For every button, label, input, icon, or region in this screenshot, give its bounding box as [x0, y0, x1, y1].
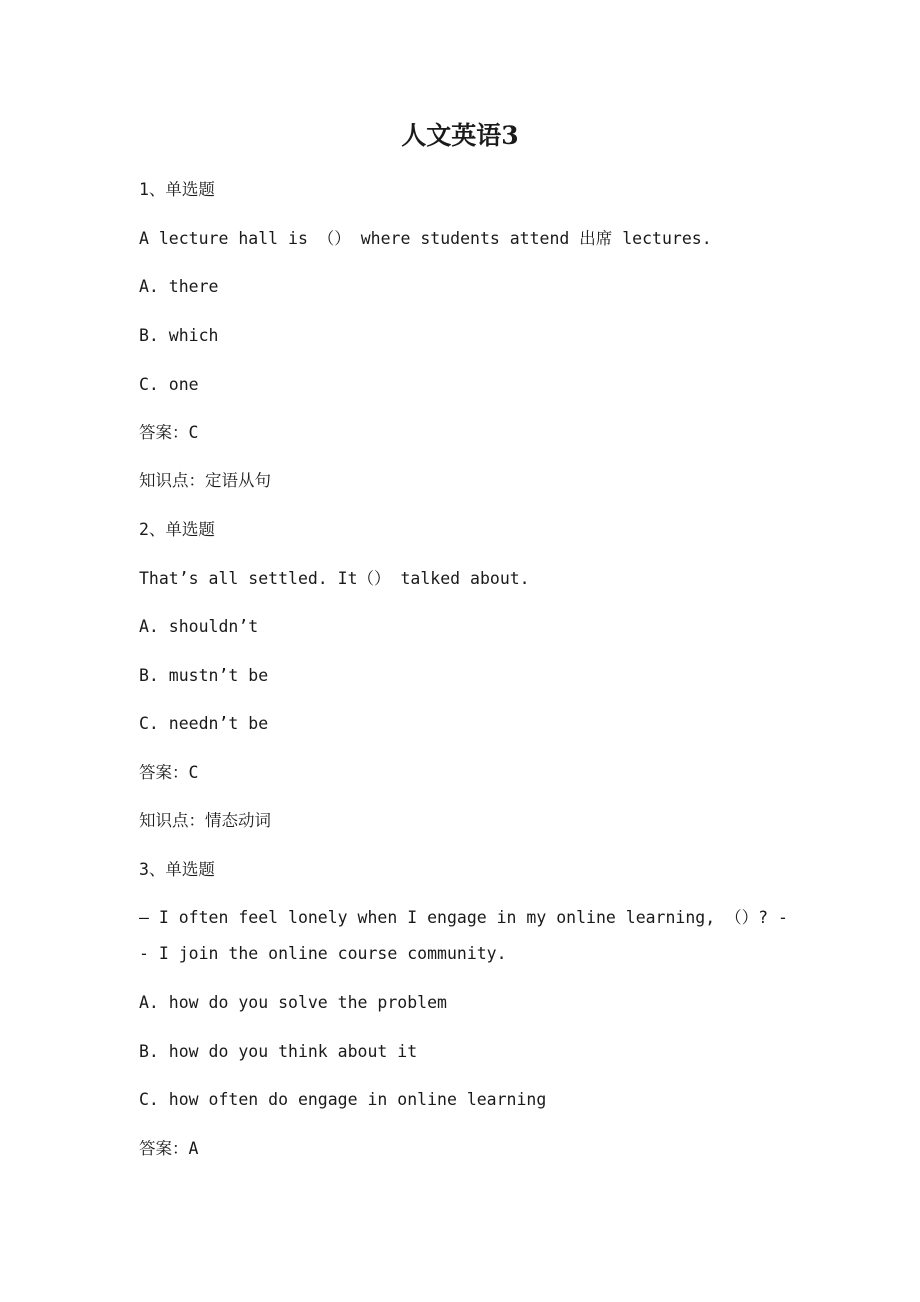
q2-header: 2、单选题	[139, 520, 215, 539]
q3-option-c: C. how often do engage in online learning	[139, 1090, 547, 1109]
q3-answer: 答案：A	[139, 1139, 199, 1158]
q2-knowledge-point: 知识点：情态动词	[139, 811, 271, 830]
q1-knowledge-point: 知识点：定语从句	[139, 471, 271, 490]
q1-stem: A lecture hall is （） where students attend 出席 lectures.	[139, 229, 712, 248]
q2-option-a: A. shouldn’t	[139, 617, 259, 636]
q2-answer: 答案：C	[139, 763, 199, 782]
q3-option-b: B. how do you think about it	[139, 1042, 418, 1061]
q2-option-b: B. mustn’t be	[139, 666, 269, 685]
q1-answer: 答案：C	[139, 423, 199, 442]
q1-header: 1、单选题	[139, 180, 215, 199]
document-title: 人文英语3	[401, 121, 519, 150]
q2-option-c: C. needn’t be	[139, 714, 269, 733]
q3-stem: – I often feel lonely when I engage in my online learning, （）? -- I join the online course community.	[139, 908, 788, 963]
q1-option-c: C. one	[139, 375, 199, 394]
q1-option-a: A. there	[139, 277, 219, 296]
q3-option-a: A. how do you solve the problem	[139, 993, 447, 1012]
q1-option-b: B. which	[139, 326, 219, 345]
q2-stem: That’s all settled. It（） talked about.	[139, 569, 530, 588]
q3-header: 3、单选题	[139, 860, 215, 879]
